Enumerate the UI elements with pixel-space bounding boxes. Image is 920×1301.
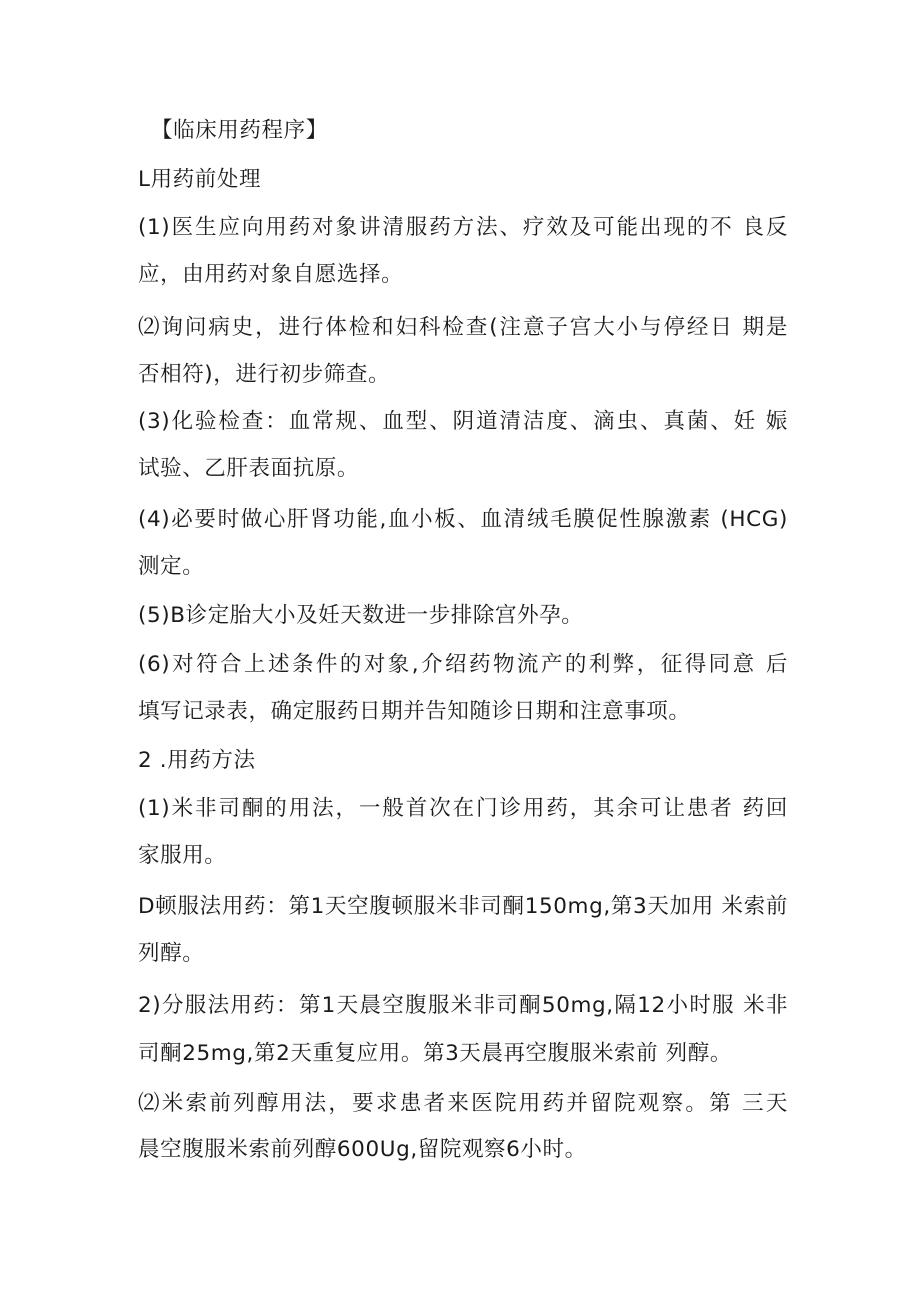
paragraph-line: ⑵询问病史，进行体检和妇科检查(注意子宫大小与停经日 期是 [138, 315, 788, 340]
paragraph-line: 试验、乙肝表面抗原。 [138, 456, 360, 481]
paragraph-line: (3)化验检查：血常规、血型、阴道清洁度、滴虫、真菌、妊 娠 [138, 409, 788, 434]
section-heading-pre-treatment: L用药前处理 [138, 167, 262, 192]
section-title: 【临床用药程序】 [151, 118, 328, 143]
paragraph-line: 列醇。 [138, 941, 205, 966]
paragraph-line: 应，由用药对象自愿选择。 [138, 262, 404, 287]
paragraph-line: (6)对符合上述条件的对象,介绍药物流产的利弊，征得同意 后 [138, 652, 788, 677]
paragraph-line: (1)医生应向用药对象讲清服药方法、疗效及可能出现的不 良反 [138, 215, 788, 240]
paragraph-line: (1)米非司酮的用法，一般首次在门诊用药，其余可让患者 药回 [138, 796, 788, 821]
paragraph-line: 2)分服法用药：第1天晨空腹服米非司酮50mg,隔12小时服 米非 [138, 993, 788, 1018]
paragraph-line: D顿服法用药：第1天空腹顿服米非司酮150mg,第3天加用 米索前 [138, 894, 788, 919]
paragraph-line: 填写记录表，确定服药日期并告知随诊日期和注意事项。 [138, 699, 691, 724]
paragraph-line: (5)B诊定胎大小及妊天数进一步排除宫外孕。 [138, 603, 584, 628]
paragraph-line: ⑵米索前列醇用法，要求患者来医院用药并留院观察。第 三天 [138, 1091, 788, 1116]
paragraph-line: (4)必要时做心肝肾功能,血小板、血清绒毛膜促性腺激素 (HCG) [138, 507, 788, 532]
paragraph-line: 晨空腹服米索前列醇600Ug,留院观察6小时。 [138, 1137, 587, 1162]
paragraph-line: 司酮25mg,第2天重复应用。第3天晨再空腹服米索前 列醇。 [138, 1041, 732, 1066]
paragraph-line: 否相符)，进行初步筛查。 [138, 362, 391, 387]
section-heading-usage: 2 .用药方法 [138, 748, 256, 773]
paragraph-line: 家服用。 [138, 843, 227, 868]
paragraph-line: 测定。 [138, 554, 205, 579]
